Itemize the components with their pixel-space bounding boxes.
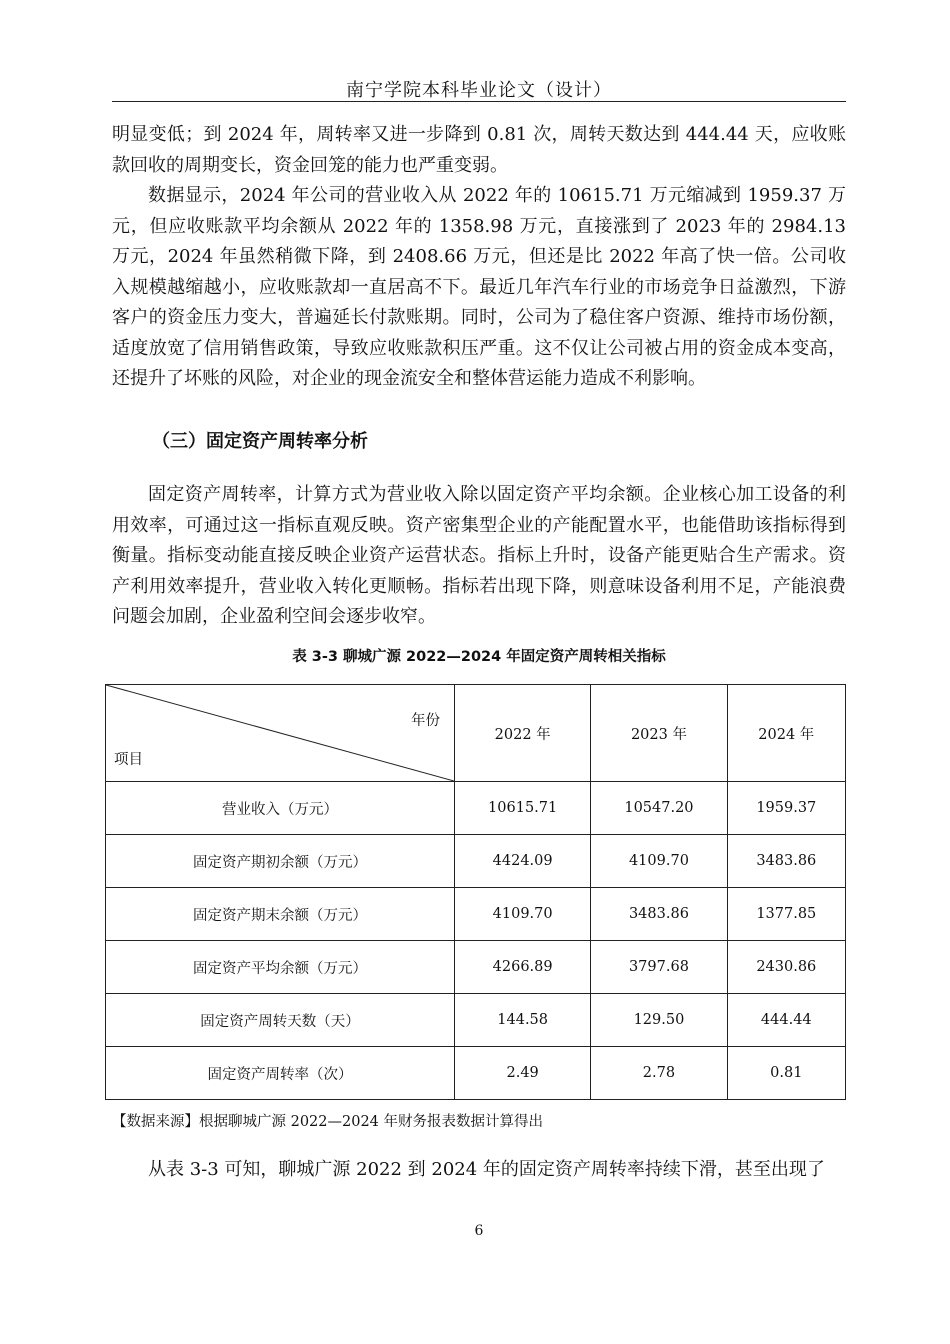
table-header-row <box>106 685 846 782</box>
page-number: 6 <box>474 1223 484 1239</box>
row-label: 营业收入（万元） <box>106 782 455 835</box>
fixed-asset-table <box>105 684 846 1100</box>
cell-value: 0.81 <box>727 1047 845 1100</box>
cell-value: 10615.71 <box>455 782 591 835</box>
table-row <box>106 1047 846 1100</box>
cell-value: 4109.70 <box>591 835 727 888</box>
corner-label-year: 年份 <box>411 713 440 729</box>
table-source-note: 【数据来源】根据聊城广源 2022—2024 年财务报表数据计算得出 <box>112 1114 544 1130</box>
year-header: 2022 年 <box>455 685 591 782</box>
cell-value: 129.50 <box>591 994 727 1047</box>
cell-value: 4424.09 <box>455 835 591 888</box>
year-header: 2023 年 <box>591 685 727 782</box>
table-row <box>106 994 846 1047</box>
table-row <box>106 782 846 835</box>
row-label: 固定资产周转率（次） <box>106 1047 455 1100</box>
cell-value: 4109.70 <box>455 888 591 941</box>
page-header-title: 南宁学院本科毕业论文（设计） <box>346 80 612 101</box>
cell-value: 1377.85 <box>727 888 845 941</box>
cell-value: 10547.20 <box>591 782 727 835</box>
section-heading: （三）固定资产周转率分析 <box>152 431 368 452</box>
cell-value: 1959.37 <box>727 782 845 835</box>
cell-value: 4266.89 <box>455 941 591 994</box>
year-header: 2024 年 <box>727 685 845 782</box>
table-caption: 表 3-3 聊城广源 2022—2024 年固定资产周转相关指标 <box>292 649 666 665</box>
cell-value: 2430.86 <box>727 941 845 994</box>
cell-value: 3797.68 <box>591 941 727 994</box>
cell-value: 2.49 <box>455 1047 591 1100</box>
paragraph-1: 明显变低；到 2024 年，周转率又进一步降到 0.81 次，周转天数达到 444.44 天，应收账款回收的周期变长，资金回笼的能力也严重变弱。 <box>112 124 846 176</box>
corner-label-item: 项目 <box>114 752 143 768</box>
table-row <box>106 835 846 888</box>
table-corner-cell <box>106 685 455 782</box>
cell-value: 444.44 <box>727 994 845 1047</box>
cell-value: 2.78 <box>591 1047 727 1100</box>
paragraph-4: 从表 3-3 可知，聊城广源 2022 到 2024 年的固定资产周转率持续下滑，甚至出现了 <box>148 1159 825 1180</box>
cell-value: 144.58 <box>455 994 591 1047</box>
paragraph-2: 数据显示，2024 年公司的营业收入从 2022 年的 10615.71 万元缩减到 1959.37 万元，但应收账款平均余额从 2022 年的 1358.98 万元，直接涨到了 2023 年的 2984.13 万元，2024 年虽然稍微下降，到 2408.66 万元，但还是比 2022 年高了快一倍。公司收入规模越缩越小，应收账款却一直居高不下。最近几年汽车行业的市场竞争日益激烈，下游客户的资金压力变大，普遍延长付款账期。同时，公司为了稳住客户资源、维持市场份额，适度放宽了信用销售政策，导致应收账款积压严重。这不仅让公司被占用的资金成本变高，还提升了坏账的风险，对企业的现金流安全和整体营运能力造成不利影响。 <box>112 185 846 389</box>
corner-diagonal-line <box>106 685 454 781</box>
paragraph-3: 固定资产周转率，计算方式为营业收入除以固定资产平均余额。企业核心加工设备的利用效率，可通过这一指标直观反映。资产密集型企业的产能配置水平，也能借助该指标得到衡量。指标变动能直接反映企业资产运营状态。指标上升时，设备产能更贴合生产需求。资产利用效率提升，营业收入转化更顺畅。指标若出现下降，则意味设备利用不足，产能浪费问题会加剧，企业盈利空间会逐步收窄。 <box>112 484 846 627</box>
cell-value: 3483.86 <box>727 835 845 888</box>
cell-value: 3483.86 <box>591 888 727 941</box>
row-label: 固定资产平均余额（万元） <box>106 941 455 994</box>
table-row <box>106 941 846 994</box>
table-row <box>106 888 846 941</box>
row-label: 固定资产期初余额（万元） <box>106 835 455 888</box>
row-label: 固定资产期末余额（万元） <box>106 888 455 941</box>
header-divider <box>112 101 846 102</box>
row-label: 固定资产周转天数（天） <box>106 994 455 1047</box>
